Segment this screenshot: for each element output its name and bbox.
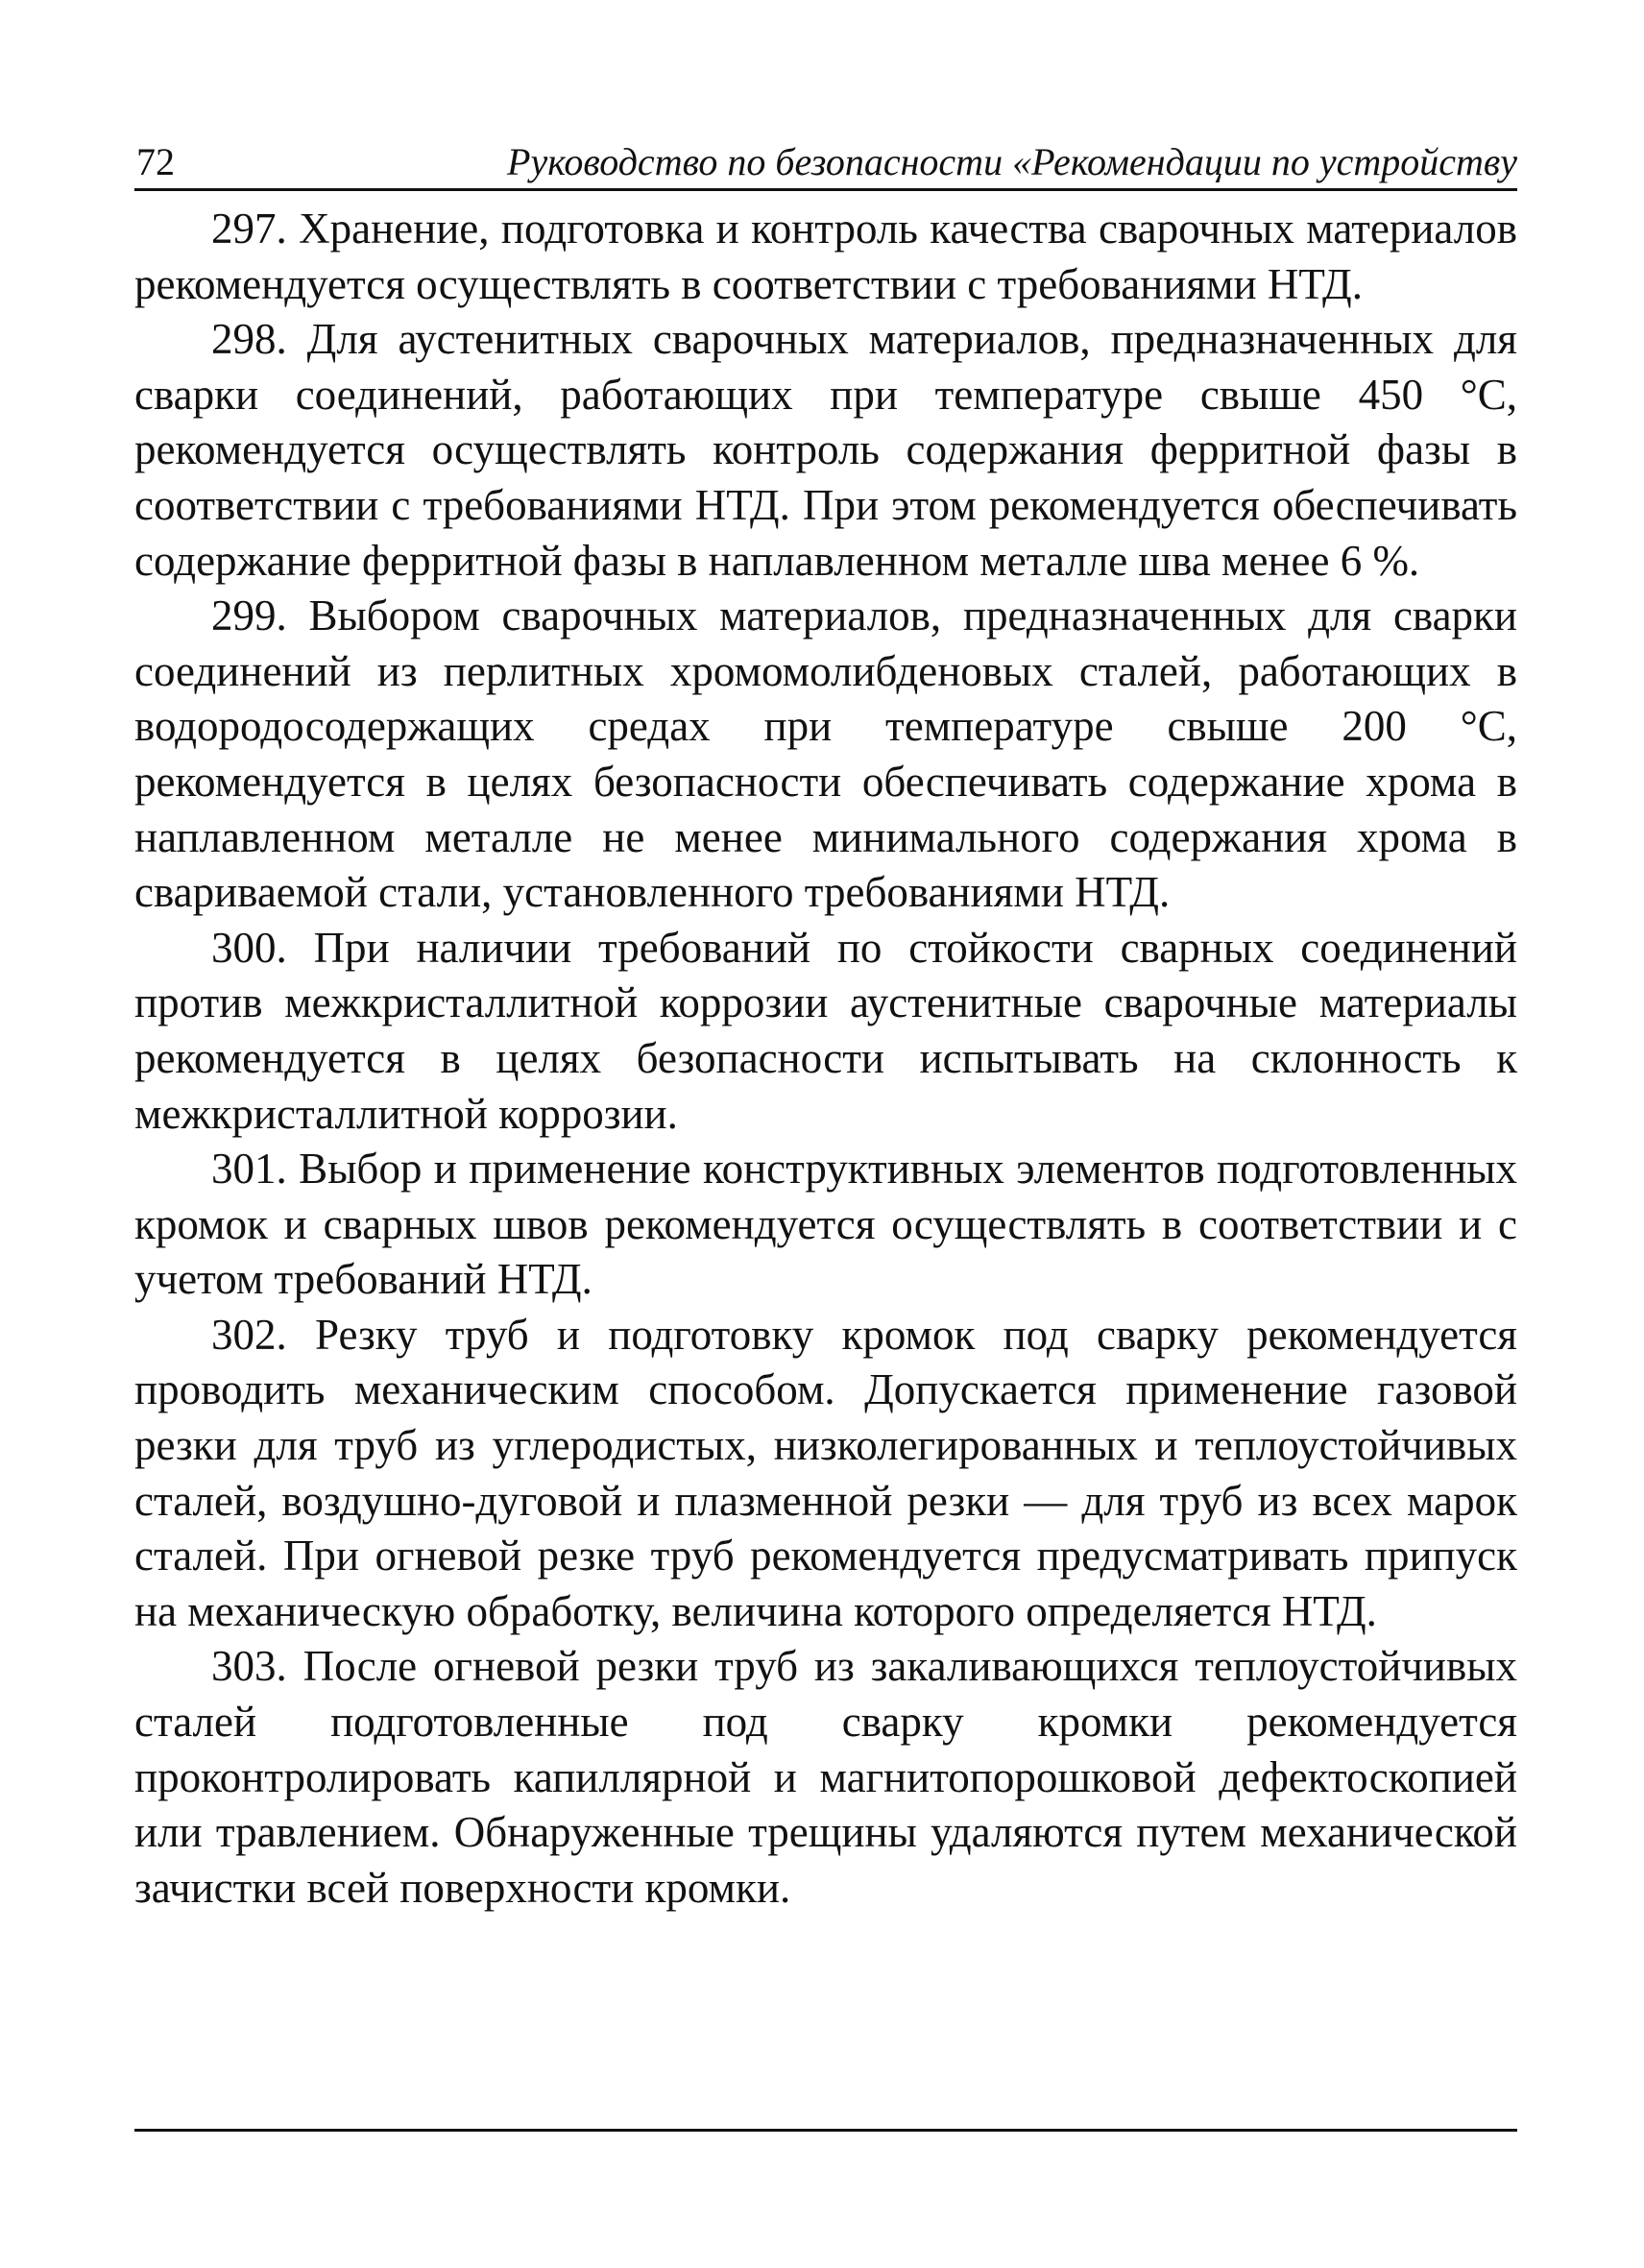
paragraph-297: 297. Хранение, подготовка и контроль качества сварочных материалов рекомендуется осуществлять в соответствии с требованиями НТД. xyxy=(134,205,1517,308)
page-header xyxy=(134,142,1517,191)
paragraph-301: 301. Выбор и применение конструктивных элементов подготовленных кромок и сварных швов рекомендуется осуществлять в соответствии и с учетом требований НТД. xyxy=(134,1145,1517,1304)
paragraph-299: 299. Выбором сварочных материалов, предназначенных для сварки соединений из перлитных хромомолибденовых сталей, работающих в водородосодержащих средах при температуре свыше 200 °С, рекомендуется в целях безопасности обеспечивать содержание хрома в наплавленном металле не менее минимального содержания хрома в свариваемой стали, установленного требованиями НТД. xyxy=(134,591,1517,917)
body-text xyxy=(134,202,1517,1916)
paragraph-300: 300. При наличии требований по стойкости сварных соединений против межкристаллитной коррозии аустенитные сварочные материалы рекомендуется в целях безопасности испытывать на склонность к межкристаллитной коррозии. xyxy=(134,923,1517,1138)
paragraph-303: 303. После огневой резки труб из закаливающихся теплоустойчивых сталей подготовленные под сварку кромки рекомендуется проконтролировать капиллярной и магнитопорошковой дефектоскопией или травлением. Обнаруженные трещины удаляются путем механической зачистки всей поверхности кромки. xyxy=(134,1642,1517,1912)
running-title: Руководство по безопасности «Рекомендации по устройству xyxy=(507,140,1517,183)
page-number: 72 xyxy=(136,140,175,183)
paragraph-298: 298. Для аустенитных сварочных материалов, предназначенных для сварки соединений, работающих при температуре свыше 450 °С, рекомендуется осуществлять контроль содержания ферритной фазы в соответствии с требованиями НТД. При этом рекомендуется обеспечивать содержание ферритной фазы в наплавленном металле шва менее 6 %. xyxy=(134,315,1517,585)
bottom-rule xyxy=(134,2129,1517,2132)
paragraph-302: 302. Резку труб и подготовку кромок под сварку рекомендуется проводить механическим способом. Допускается применение газовой резки для труб из углеродистых, низколегированных и теплоустойчивых сталей, воздушно-дуговой и плазменной резки — для труб из всех марок сталей. При огневой резке труб рекомендуется предусматривать припуск на механическую обработку, величина которого определяется НТД. xyxy=(134,1310,1517,1635)
